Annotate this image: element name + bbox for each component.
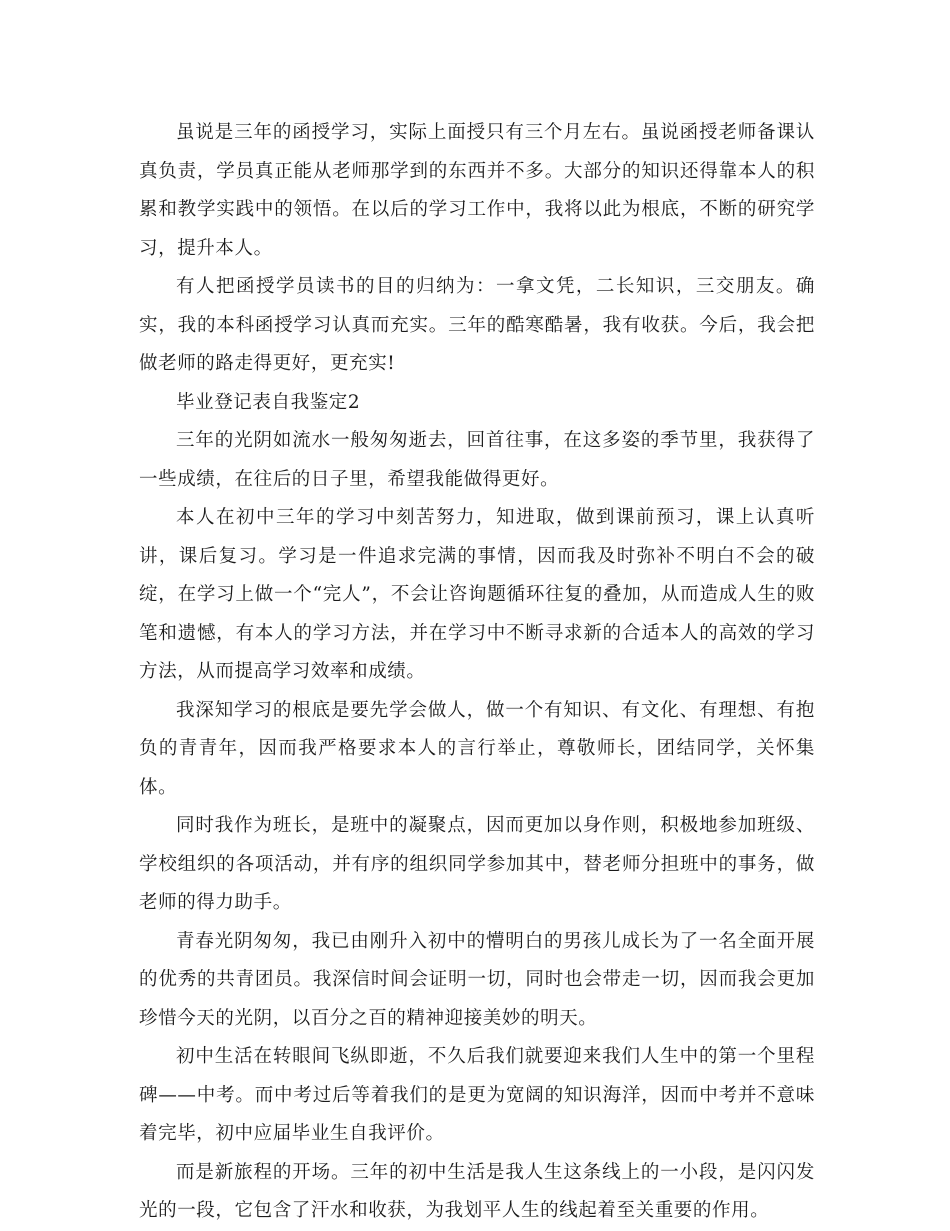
document-body xyxy=(139,114,815,1231)
paragraph-4: 本人在初中三年的学习中刻苦努力，知进取，做到课前预习，课上认真听讲，课后复习。学习是一件追求完满的事情，因而我及时弥补不明白不会的破绽，在学习上做一个“完人”，不会让咨询题循环往复的叠加，从而造成人生的败笔和遗憾，有本人的学习方法，并在学习中不断寻求新的合适本人的高效的学习方法，从而提高学习效率和成绩。 xyxy=(139,507,815,682)
paragraph-1: 虽说是三年的函授学习，实际上面授只有三个月左右。虽说函授老师备课认真负责，学员真正能从老师那学到的东西并不多。大部分的知识还得靠本人的积累和教学实践中的领悟。在以后的学习工作中，我将以此为根底，不断的研究学习，提升本人。 xyxy=(139,122,815,259)
paragraph-7: 青春光阴匆匆，我已由刚升入初中的懵明白的男孩儿成长为了一名全面开展的优秀的共青团员。我深信时间会证明一切，同时也会带走一切，因而我会更加珍惜今天的光阴，以百分之百的精神迎接美妙的明天。 xyxy=(139,930,815,1029)
section-heading: 毕业登记表自我鉴定2 xyxy=(176,391,361,413)
paragraph-8: 初中生活在转眼间飞纵即逝，不久后我们就要迎来我们人生中的第一个里程碑——中考。而中考过后等着我们的是更为宽阔的知识海洋，因而中考并不意味着完毕，初中应届毕业生自我评价。 xyxy=(139,1046,815,1144)
paragraph-9: 而是新旅程的开场。三年的初中生活是我人生这条线上的一小段，是闪闪发光的一段，它包含了汗水和收获，为我划平人生的线起着至关重要的作用。 xyxy=(139,1161,815,1221)
paragraph-3: 三年的光阴如流水一般匆匆逝去，回首往事，在这多姿的季节里，我获得了一些成绩，在往后的日子里，希望我能做得更好。 xyxy=(139,430,815,490)
paragraph-2: 有人把函授学员读书的目的归纳为：一拿文凭，二长知识，三交朋友。确实，我的本科函授学习认真而充实。三年的酷寒酷暑，我有收获。今后，我会把做老师的路走得更好，更充实! xyxy=(139,276,815,374)
paragraph-5: 我深知学习的根底是要先学会做人，做一个有知识、有文化、有理想、有抱负的青青年，因而我严格要求本人的言行举止，尊敬师长，团结同学，关怀集体。 xyxy=(139,699,815,798)
paragraph-6: 同时我作为班长，是班中的凝聚点，因而更加以身作则，积极地参加班级、学校组织的各项活动，并有序的组织同学参加其中，替老师分担班中的事务，做老师的得力助手。 xyxy=(139,815,815,913)
